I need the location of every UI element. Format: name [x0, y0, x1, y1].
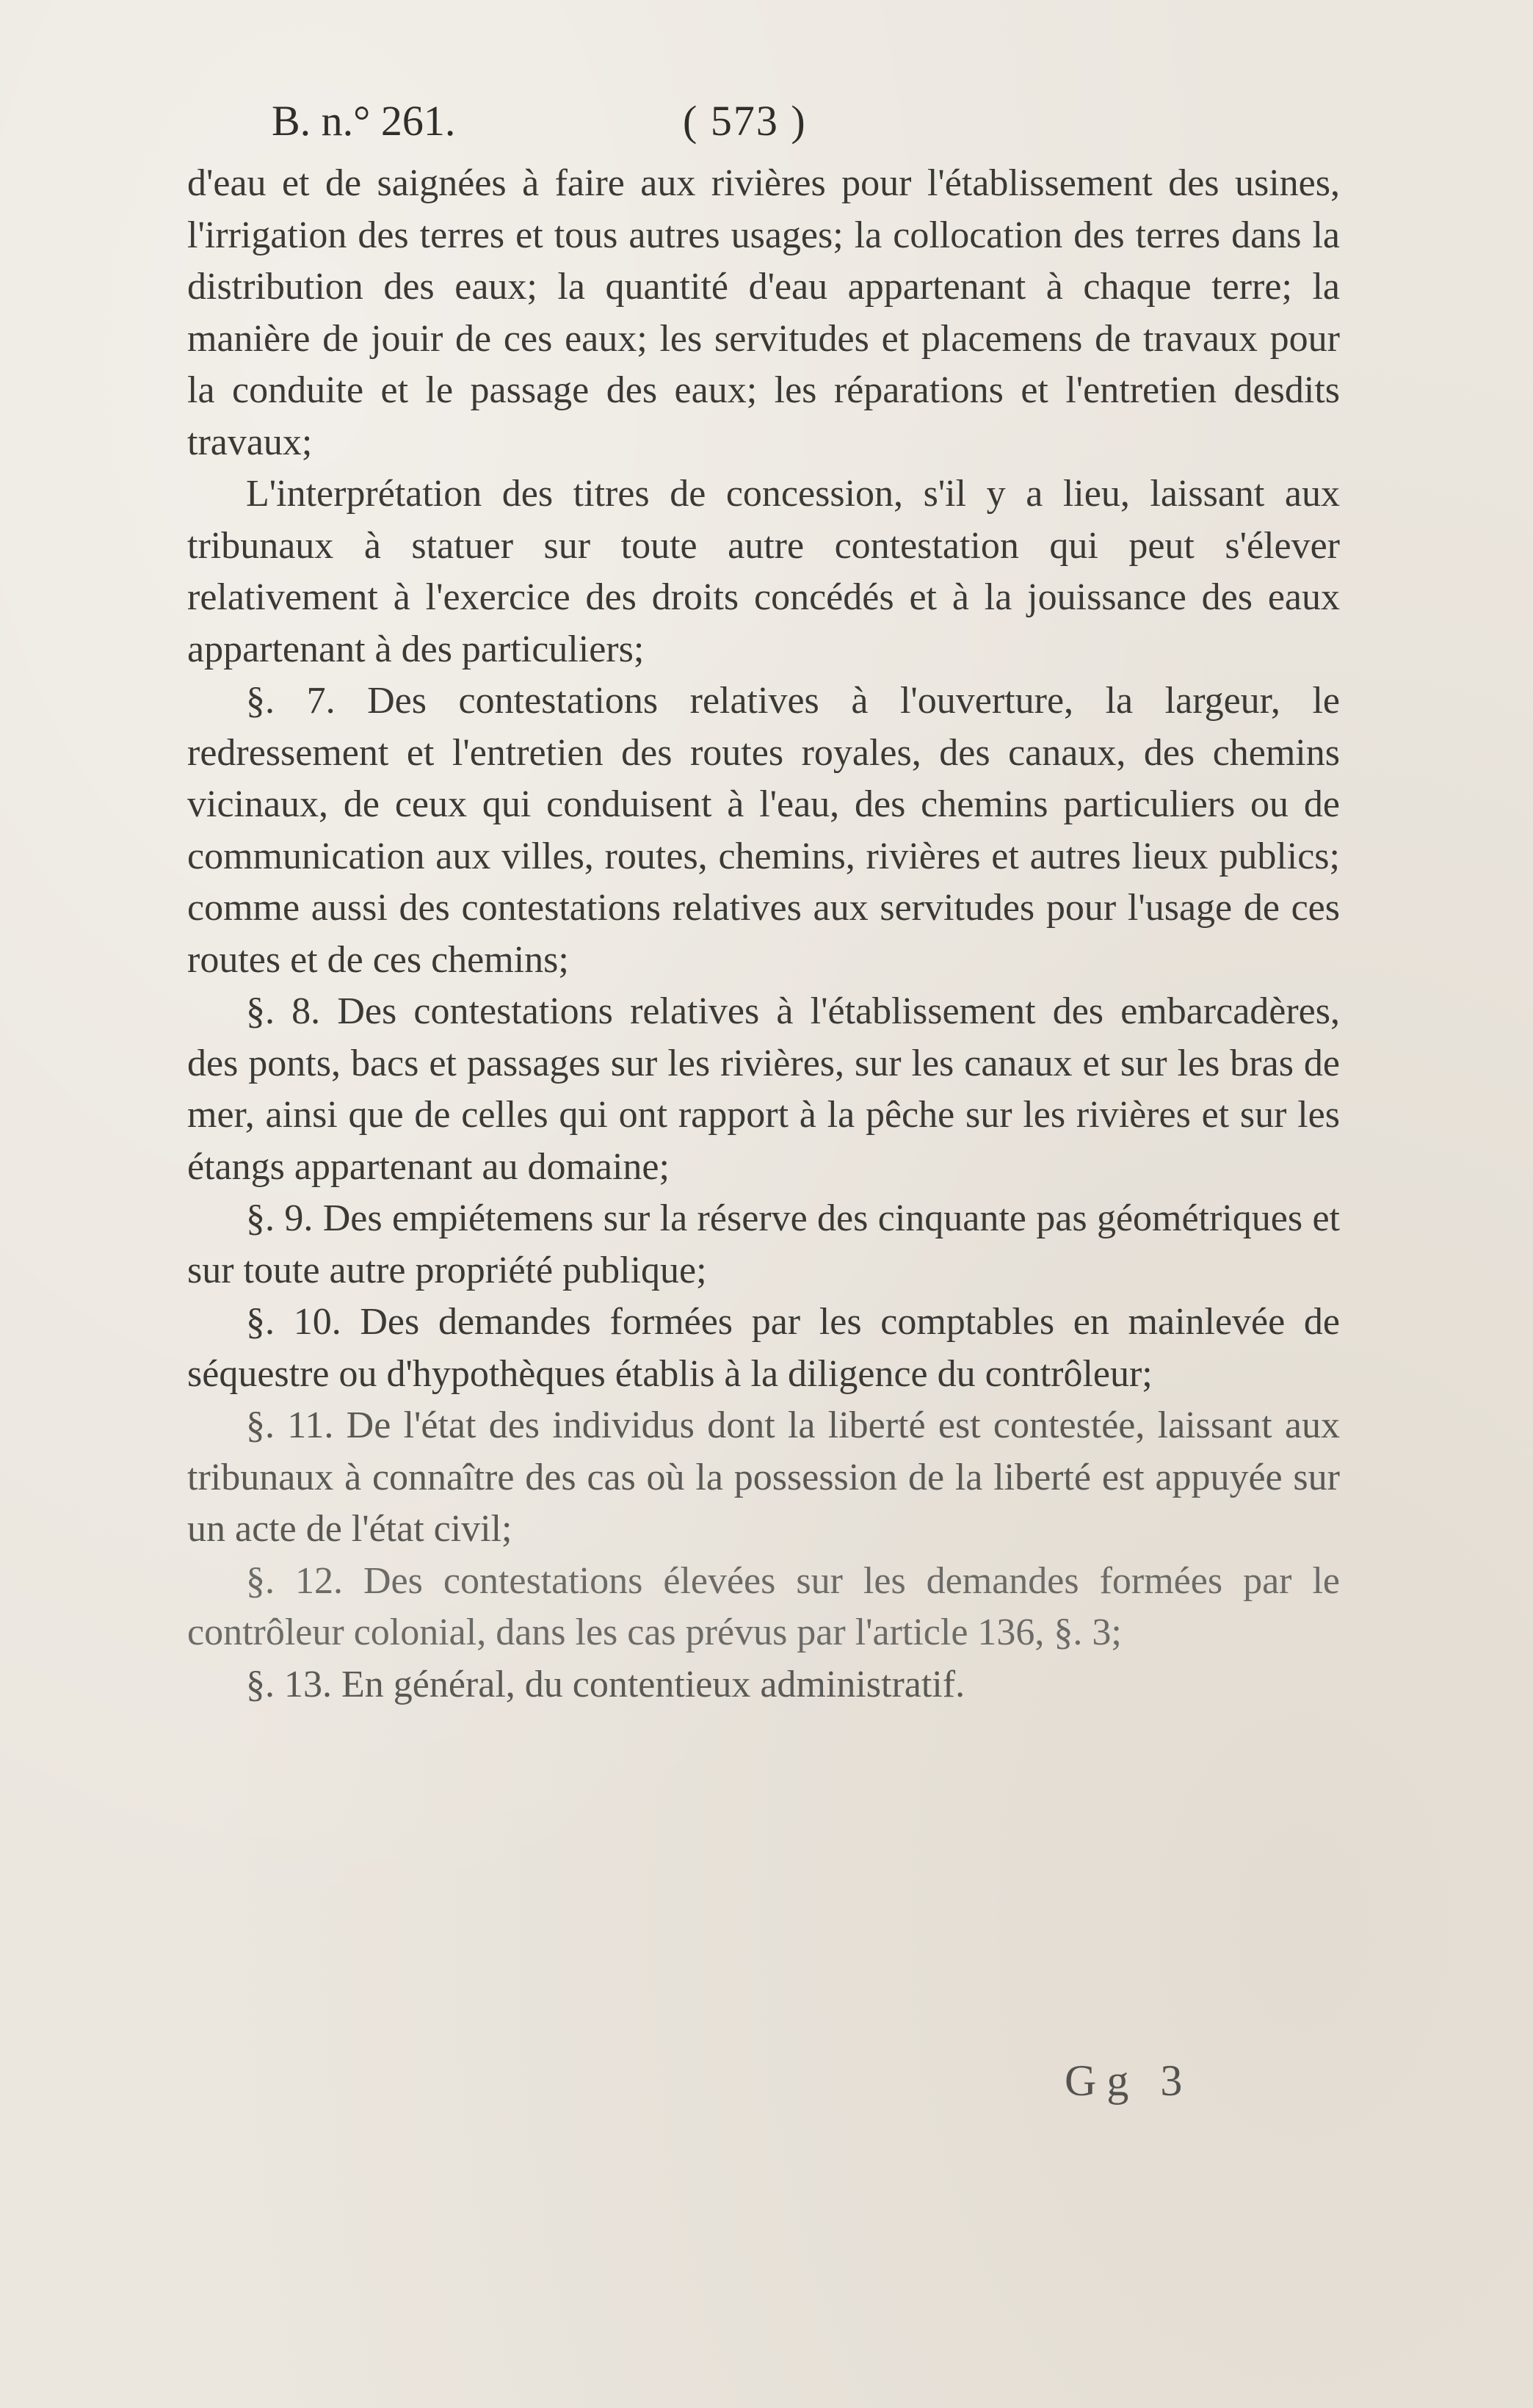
body-text: [187, 158, 1340, 1711]
paragraph-section-12: §. 12. Des contestations élevées sur les demandes formées par le contrôleur colonial, dans les cas prévus par l'article 136, §. 3;: [187, 1559, 1340, 1653]
paragraph-interpretation: L'interprétation des titres de concession, s'il y a lieu, laissant aux tribunaux à statuer sur toute autre contestation qui peut s'élever relativement à l'exercice des droits concédés et à la jouissance des eaux appartenant à des particuliers;: [187, 473, 1340, 670]
paragraph-section-11: §. 11. De l'état des individus dont la liberté est contestée, laissant aux tribunaux à connaître des cas où la possession de la liberté est appuyée sur un acte de l'état civil;: [187, 1404, 1340, 1550]
paragraph-section-13: §. 13. En général, du contentieux administratif.: [246, 1663, 965, 1705]
paragraph-section-10: §. 10. Des demandes formées par les comptables en mainlevée de séquestre ou d'hypothèques établis à la diligence du contrôleur;: [187, 1301, 1340, 1395]
signature-mark: Gg 3: [1065, 2056, 1193, 2105]
page-header: [272, 95, 1373, 147]
paragraph-section-9: §. 9. Des empiétemens sur la réserve des cinquante pas géométriques et sur toute autre propriété publique;: [187, 1197, 1340, 1291]
page-number: ( 573 ): [683, 97, 807, 145]
bulletin-reference: B. n.° 261.: [272, 97, 456, 145]
paragraph-section-7: §. 7. Des contestations relatives à l'ouverture, la largeur, le redressement et l'entretien des routes royales, des canaux, des chemins vicinaux, de ceux qui conduisent à l'eau, des chemins particuliers ou de communication aux villes, routes, chemins, rivières et autres lieux publics; comme aussi des contestations relatives aux servitudes pour l'usage de ces routes et de ces chemins;: [187, 680, 1340, 981]
paragraph-section-8: §. 8. Des contestations relatives à l'établissement des embarcadères, des ponts, bacs et passages sur les rivières, sur les canaux et sur les bras de mer, ainsi que de celles qui ont rapport à la pêche sur les rivières et sur les étangs appartenant au domaine;: [187, 990, 1340, 1188]
paragraph-continuation: d'eau et de saignées à faire aux rivières pour l'établissement des usines, l'irrigation des terres et tous autres usages; la collocation des terres dans la distribution des eaux; la quantité d'eau appartenant à chaque terre; la manière de jouir de ces eaux; les servitudes et placemens de travaux pour la conduite et le passage des eaux; les réparations et l'entretien desdits travaux;: [187, 162, 1340, 463]
